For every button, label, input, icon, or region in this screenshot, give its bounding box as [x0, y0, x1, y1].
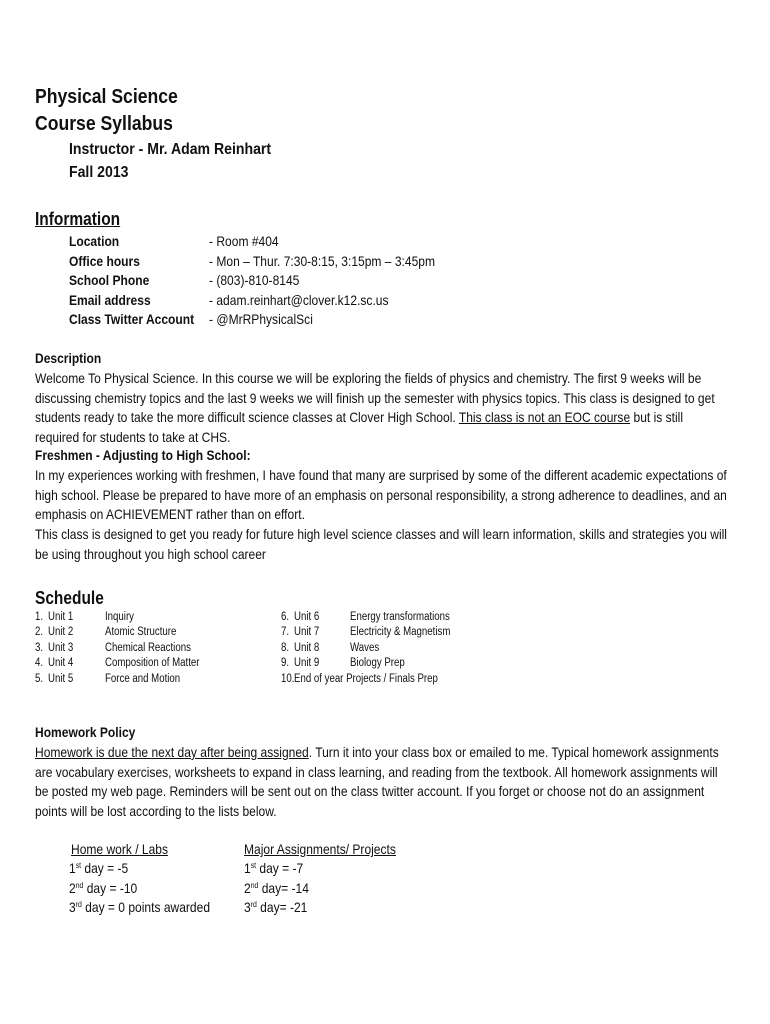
homework-paragraph [35, 743, 728, 821]
schedule-num-1: 1. [35, 611, 44, 623]
schedule-unit-5: Unit 5 [48, 673, 74, 685]
schedule-topic-9: Biology Prep [350, 657, 405, 669]
schedule-unit-9: Unit 9 [294, 657, 320, 669]
schedule-unit-3: Unit 3 [48, 642, 74, 654]
project-penalty-day-1: 1st day = -7 [244, 860, 304, 876]
schedule-unit-6: Unit 6 [294, 611, 320, 623]
schedule-num-10: 10. [281, 673, 295, 685]
description-paragraph [35, 369, 728, 447]
schedule-num-7: 7. [281, 626, 290, 638]
schedule-topic-1: Inquiry [105, 611, 135, 623]
schedule-topic-3: Chemical Reactions [105, 642, 191, 654]
project-penalty-day-2: 2nd day= -14 [244, 880, 309, 896]
instructor-line: Instructor - Mr. Adam Reinhart [69, 141, 272, 158]
schedule-topic-6: Energy transformations [350, 611, 450, 623]
schedule-num-8: 8. [281, 642, 290, 654]
info-label-email: Email address [69, 292, 151, 308]
project-penalty-day-3: 3rd day= -21 [244, 899, 308, 915]
info-value-location: - Room #404 [209, 233, 279, 249]
description-text-before: Welcome To Physical Science. In this course we will be exploring the fields of physics and chemistry. The first 9 weeks will be discussing chemistry topics and the last 9 weeks we will finish up the semester with physics topics. This class is designed to get students ready to take the more difficult science classes at Clover High School. [35, 370, 715, 425]
homework-text: . Turn it into your class box or emailed to me. Typical homework assignments are vocabulary exercises, worksheets to expand in class learning, and reading from the textbook. All homework assignments will be posted my web page. Reminders will be sent out on the class twitter account. If you forget or choose not do an assignment points will be lost according to the lists below. [35, 744, 719, 819]
schedule-topic-7: Electricity & Magnetism [350, 626, 451, 638]
schedule-unit-8: Unit 8 [294, 642, 320, 654]
description-text-after: but is still required for students to take at CHS. [35, 409, 684, 445]
schedule-num-6: 6. [281, 611, 290, 623]
info-value-email: - adam.reinhart@clover.k12.sc.us [209, 292, 389, 308]
homework-due-note: Homework is due the next day after being assigned [35, 744, 309, 760]
schedule-unit-4: Unit 4 [48, 657, 74, 669]
schedule-num-5: 5. [35, 673, 44, 685]
schedule-num-3: 3. [35, 642, 44, 654]
homework-penalty-day-1: 1st day = -5 [69, 860, 129, 876]
description-eoc-note: This class is not an EOC course [458, 409, 631, 425]
freshmen-heading: Freshmen - Adjusting to High School: [35, 447, 251, 463]
schedule-unit-1: Unit 1 [48, 611, 74, 623]
schedule-topic-2: Atomic Structure [105, 626, 177, 638]
term-line: Fall 2013 [69, 164, 129, 181]
info-label-school-phone: School Phone [69, 272, 150, 288]
info-value-twitter: - @MrRPhysicalSci [209, 311, 313, 327]
information-heading: Information [35, 209, 121, 229]
title-line-2: Course Syllabus [35, 113, 173, 135]
info-value-school-phone: - (803)-810-8145 [209, 272, 300, 288]
schedule-unit-7: Unit 7 [294, 626, 320, 638]
title-line-1: Physical Science [35, 86, 178, 108]
homework-penalty-day-2: 2nd day = -10 [69, 880, 138, 896]
freshmen-paragraph-2: This class is designed to get you ready for future high level science classes and will learn information, skills and strategies you will be using throughout you high school career [35, 526, 727, 562]
schedule-topic-8: Waves [350, 642, 380, 654]
info-label-twitter: Class Twitter Account [69, 311, 195, 327]
major-assignments-heading: Major Assignments/ Projects [244, 841, 396, 857]
homework-labs-heading: Home work / Labs [71, 841, 169, 857]
schedule-heading: Schedule [35, 588, 104, 608]
schedule-num-2: 2. [35, 626, 44, 638]
schedule-num-4: 4. [35, 657, 44, 669]
freshmen-paragraph-1: In my experiences working with freshmen, I have found that many are surprised by some of the different academic expectations of high school. Please be prepared to have more of an emphasis on personal responsibility, a strong adherence to deadlines, and an emphasis on ACHIEVEMENT rather than on effort. [35, 467, 727, 522]
schedule-topic-4: Composition of Matter [105, 657, 200, 669]
schedule-num-9: 9. [281, 657, 290, 669]
info-label-office-hours: Office hours [69, 253, 140, 269]
homework-heading: Homework Policy [35, 724, 136, 740]
info-value-office-hours: - Mon – Thur. 7:30-8:15, 3:15pm – 3:45pm [209, 253, 436, 269]
homework-penalty-day-3: 3rd day = 0 points awarded [69, 899, 211, 915]
schedule-topic-5: Force and Motion [105, 673, 181, 685]
info-label-location: Location [69, 233, 120, 249]
description-heading: Description [35, 350, 102, 366]
schedule-unit-2: Unit 2 [48, 626, 74, 638]
schedule-topic-10: End of year Projects / Finals Prep [294, 673, 438, 685]
